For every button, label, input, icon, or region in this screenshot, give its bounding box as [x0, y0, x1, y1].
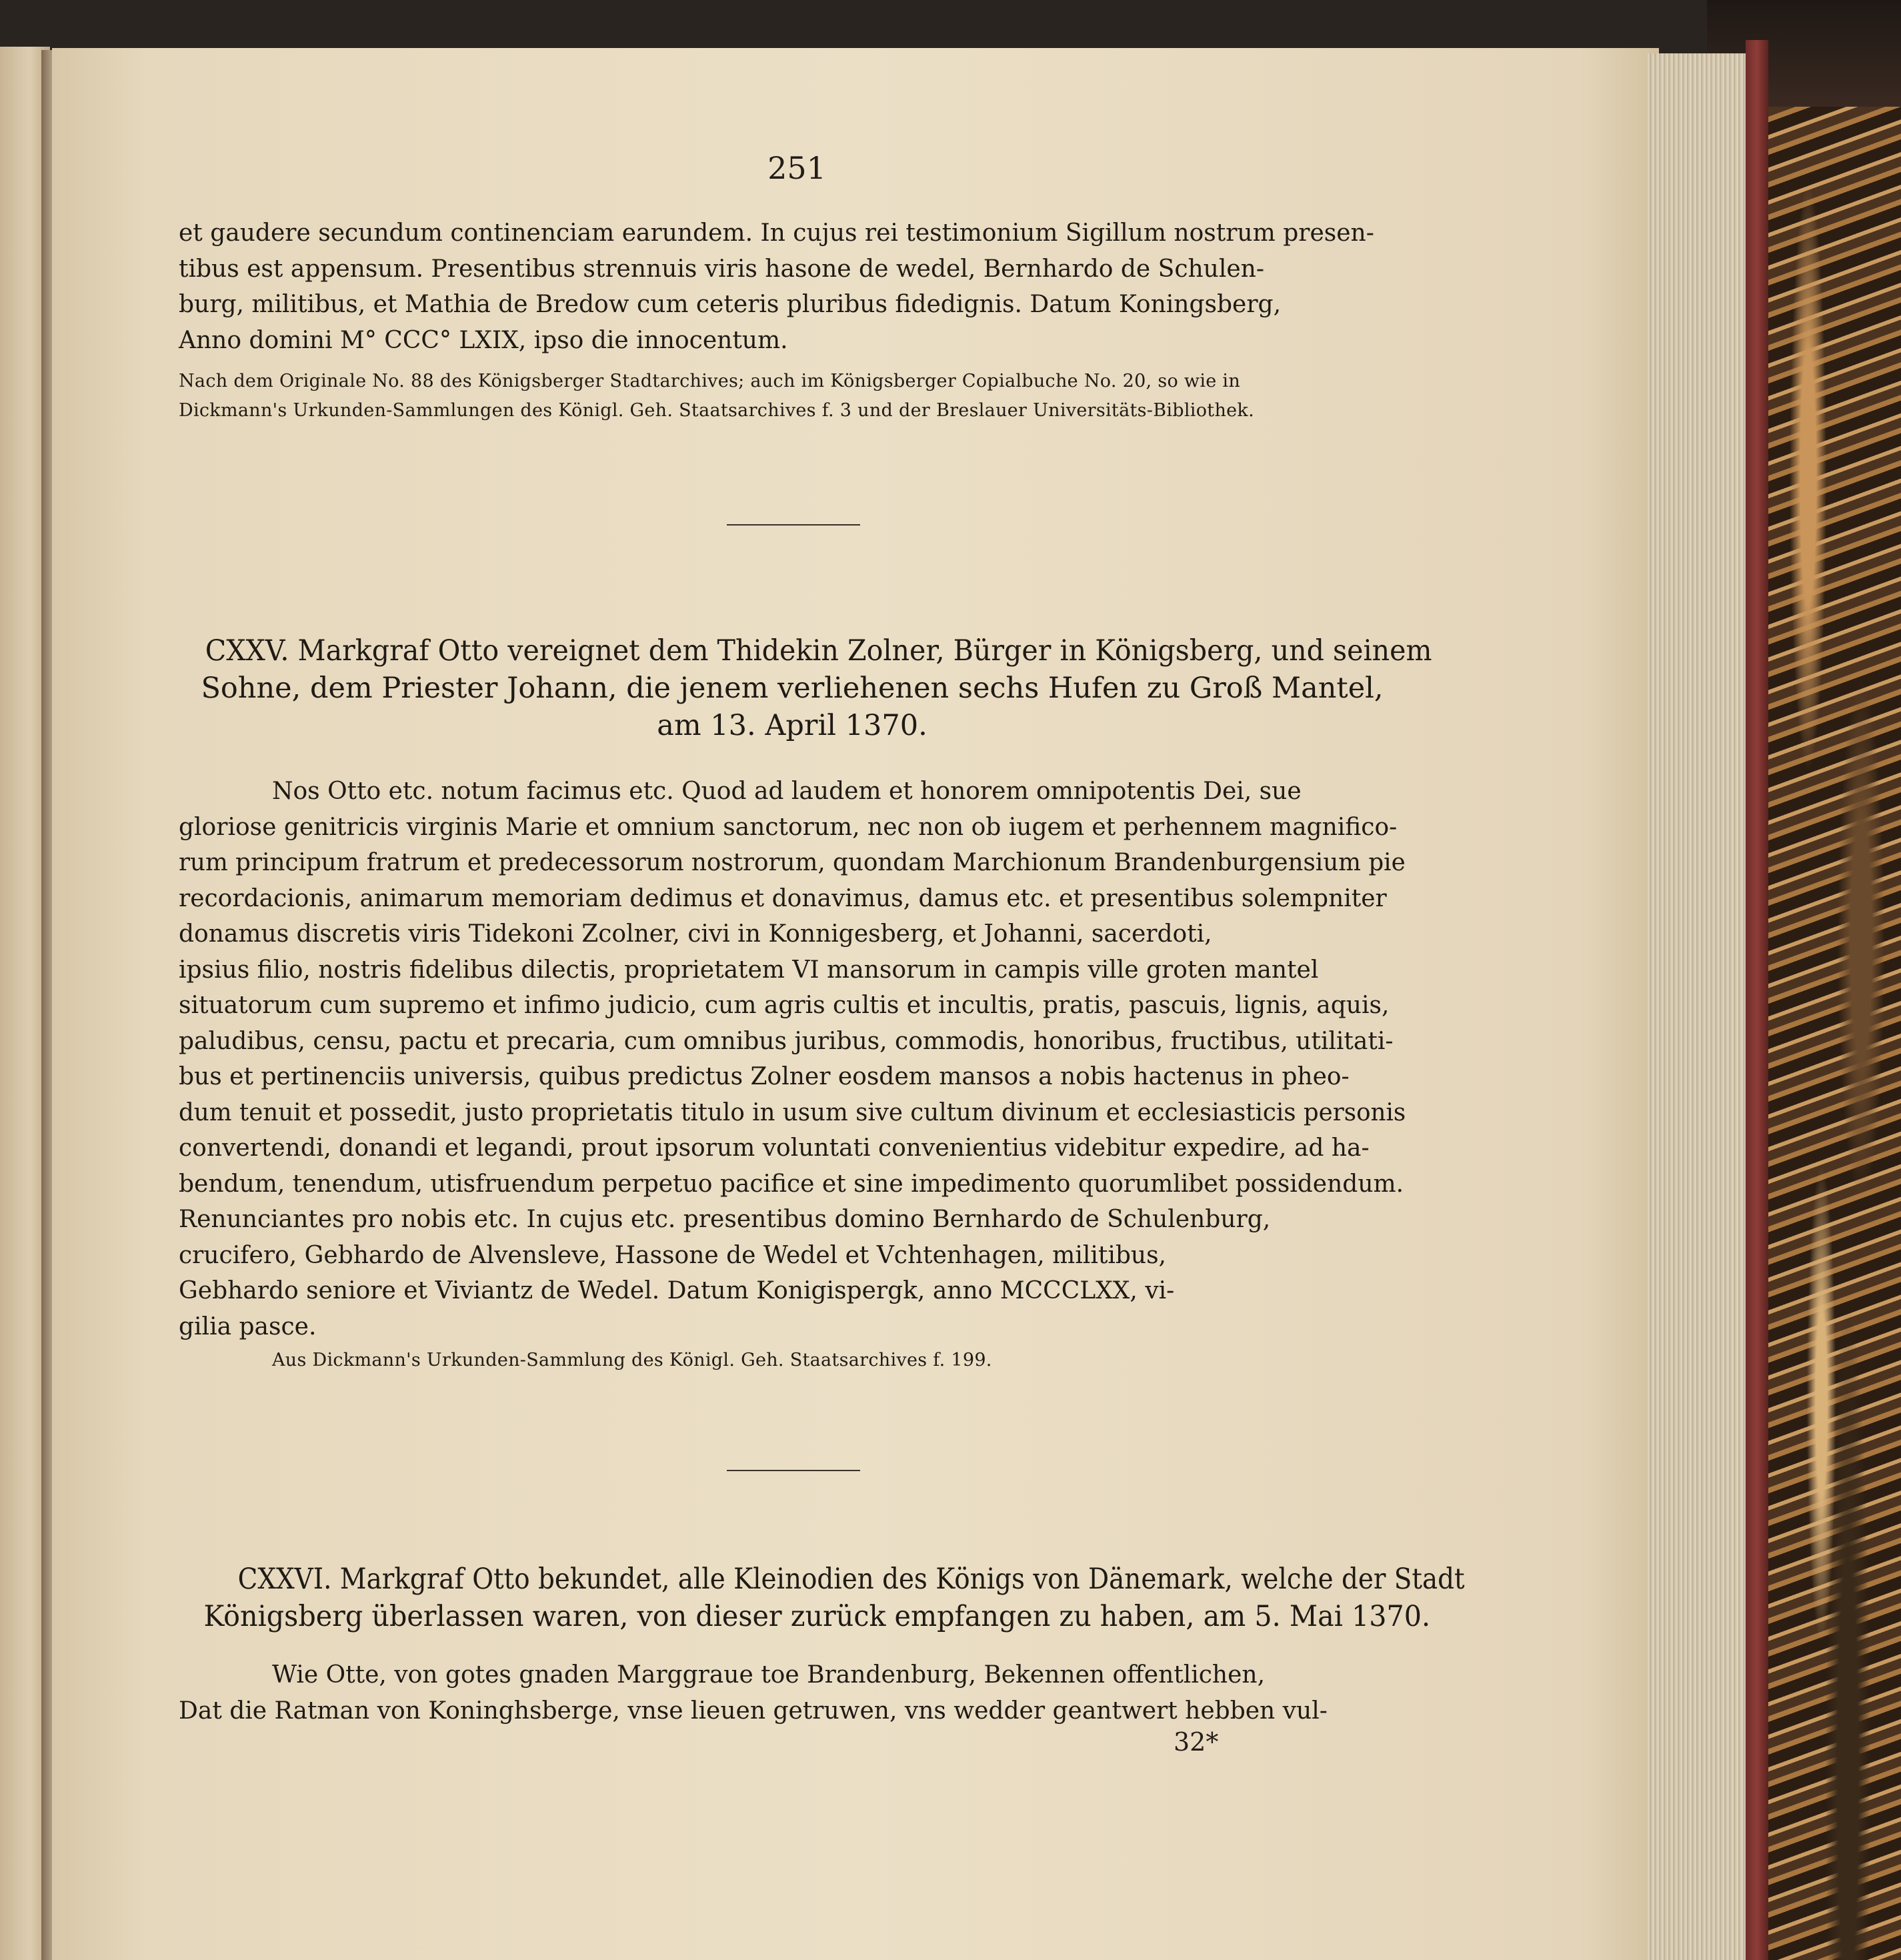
text-line: bendum, tenendum, utisfruendum perpetuo pacifice et sine impedimento quorumlibet possidendum. [179, 1170, 1404, 1198]
text-line: burg, militibus, et Mathia de Bredow cum ceteris pluribus fidedignis. Datum Koningsberg, [179, 291, 1282, 318]
section-cxxv-source-note [179, 1346, 1499, 1375]
text-line: bus et pertinenciis universis, quibus predictus Zolner eosdem mansos a nobis hactenus in pheo- [179, 1063, 1350, 1090]
text-line: Dat die Ratman von Koninghsberge, vnse lieuen getruwen, vns wedder geantwert hebben vul- [179, 1697, 1328, 1725]
text-line: et gaudere secundum continenciam earundem. In cujus rei testimonium Sigillum nostrum presen- [179, 219, 1374, 247]
text-line: dum tenuit et possedit, justo proprietatis titulo in usum sive cultum divinum et ecclesiasticis personis [179, 1098, 1406, 1126]
heading-line: am 13. April 1370. [657, 709, 927, 742]
text-line: gilia pasce. [179, 1312, 317, 1340]
block1-text [179, 215, 1406, 358]
text-line: Gebhardo seniore et Viviantz de Wedel. Datum Konigispergk, anno MCCCLXX, vi- [179, 1277, 1175, 1304]
heading-line: CXXV. Markgraf Otto vereignet dem Thidekin Zolner, Bürger in Königsberg, und seinem [205, 634, 1432, 668]
note-line: Nach dem Originale No. 88 des Königsberger Stadtarchives; auch im Königsberger Copialbuche No. 20, so wie in [179, 371, 1241, 391]
text-line: Renunciantes pro nobis etc. In cujus etc. presentibus domino Bernhardo de Schulenburg, [179, 1206, 1271, 1233]
text-line: paludibus, censu, pactu et precaria, cum omnibus juribus, commodis, honoribus, fructibus, utilitati- [179, 1027, 1394, 1055]
section-cxxvi-body [179, 1657, 1406, 1729]
text-line: gloriose genitricis virginis Marie et omnium sanctorum, nec non ob iugem et perhennem magnifico- [179, 813, 1398, 841]
marbled-endpaper [1768, 107, 1901, 1960]
section-separator [727, 1470, 860, 1471]
heading-line: CXXVI. Markgraf Otto bekundet, alle Kleinodien des Königs von Dänemark, welche der Stadt [237, 1563, 1465, 1596]
text-line: ipsius filio, nostris fidelibus dilectis, proprietatem VI mansorum in campis ville groten mantel [179, 956, 1319, 984]
text-line: rum principum fratrum et predecessorum nostrorum, quondam Marchionum Brandenburgensium pie [179, 849, 1406, 876]
text-line: tibus est appensum. Presentibus strennuis viris hasone de wedel, Bernhardo de Schulen- [179, 255, 1265, 283]
heading-line: Sohne, dem Priester Johann, die jenem verliehenen sechs Hufen zu Groß Mantel, [201, 672, 1384, 705]
book-cover-rim [1746, 40, 1768, 1960]
block1-source-note [179, 367, 1406, 425]
text-line: convertendi, donandi et legandi, prout ipsorum voluntati convenientius videbitur expedire, ad ha- [179, 1134, 1370, 1162]
text-line: recordacionis, animarum memoriam dedimus et donavimus, damus etc. et presentibus solempniter [179, 884, 1387, 912]
heading-line: Königsberg überlassen waren, von dieser zurück empfangen zu haben, am 5. Mai 1370. [203, 1600, 1431, 1633]
section-cxxvi-heading [179, 1561, 1465, 1635]
section-cxxv-heading [179, 632, 1432, 744]
page-number: 251 [767, 150, 826, 186]
note-line: Dickmann's Urkunden-Sammlungen des Königl. Geh. Staatsarchives f. 3 und der Breslauer Universitäts-Bibliothek. [179, 400, 1254, 421]
text-line: donamus discretis viris Tidekoni Zcolner, civi in Konnigesberg, et Johanni, sacerdoti, [179, 920, 1212, 948]
signature-mark: 32* [1174, 1727, 1219, 1757]
section-separator [727, 524, 860, 526]
text-line: crucifero, Gebhardo de Alvensleve, Hassone de Wedel et Vchtenhagen, militibus, [179, 1241, 1166, 1269]
text-line: Nos Otto etc. notum facimus etc. Quod ad laudem et honorem omnipotentis Dei, sue [272, 778, 1302, 805]
text-line: Anno domini M° CCC° LXIX, ipso die innocentum. [179, 326, 788, 354]
note-line: Aus Dickmann's Urkunden-Sammlung des Königl. Geh. Staatsarchives f. 199. [272, 1350, 992, 1370]
section-cxxv-body [179, 774, 1406, 1344]
text-line: Wie Otte, von gotes gnaden Marggraue toe Brandenburg, Bekennen offentlichen, [272, 1661, 1266, 1689]
page-edges-stack [1647, 53, 1747, 1960]
text-line: situatorum cum supremo et infimo judicio, cum agris cultis et incultis, pratis, pascuis, lignis, aquis, [179, 992, 1390, 1019]
